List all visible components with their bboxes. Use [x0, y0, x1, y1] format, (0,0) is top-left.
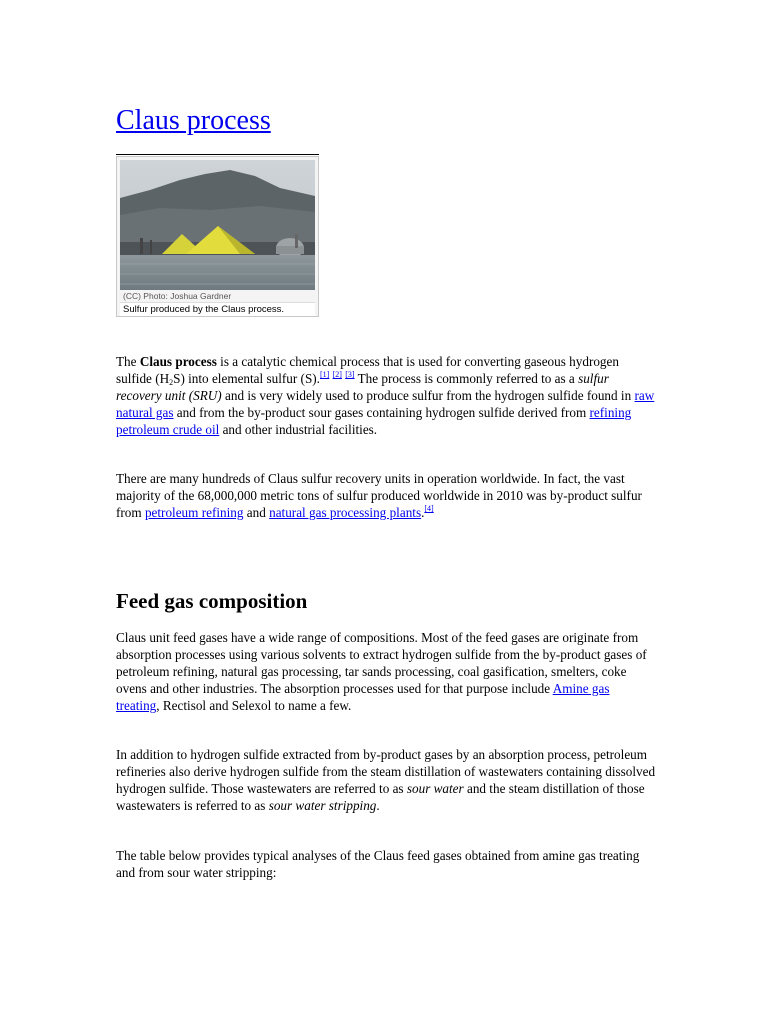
- text: The: [116, 354, 140, 369]
- sulfur-figure: [116, 156, 319, 317]
- worldwide-paragraph: [116, 470, 656, 521]
- ref-link-1[interactable]: [1]: [319, 370, 330, 379]
- ref-link-3[interactable]: [3]: [345, 370, 355, 379]
- photo-credit: (CC) Photo: Joshua Gardner: [123, 291, 232, 301]
- page-title[interactable]: [116, 104, 271, 138]
- ref-link-2[interactable]: [2]: [332, 370, 342, 379]
- figure-caption: Sulfur produced by the Claus process.: [120, 302, 315, 316]
- text: , Rectisol and Selexol to name a few.: [156, 698, 352, 713]
- gas-processing-plants-link[interactable]: natural gas processing plants: [269, 505, 422, 520]
- text: .: [376, 798, 380, 813]
- text: There are many hundreds of Claus sulfur recovery units in operation worldwide. In fact, the vast majority of the 68,000,000 metric tons of sulfur produced worldwide in 2010 was by-product sulfur from: [116, 471, 642, 520]
- italic-term: sour water: [406, 781, 464, 796]
- ref-link-4[interactable]: [4]: [424, 504, 434, 513]
- title-link[interactable]: Claus process: [116, 105, 271, 136]
- text: and is very widely used to produce sulfur from the hydrogen sulfide found in: [221, 388, 635, 403]
- text: and from the by-product sour gases containing hydrogen sulfide derived from: [173, 405, 590, 420]
- text: The process is commonly referred to as a: [354, 371, 579, 386]
- table-intro-paragraph: The table below provides typical analyses of the Claus feed gases obtained from amine gas treating and from sour water stripping:: [116, 848, 640, 880]
- text: is a catalytic chemical process that is used for converting gaseous hydrogen sulfide (H: [116, 354, 619, 386]
- feed-gas-paragraph: [116, 629, 656, 714]
- amine-gas-treating-link[interactable]: Amine gas treating: [116, 681, 610, 713]
- text: S) into elemental sulfur (S).: [173, 371, 320, 386]
- petroleum-refining-link[interactable]: petroleum refining: [144, 505, 244, 520]
- italic-term: sulfur recovery unit (SRU): [116, 371, 609, 403]
- sulfur-piles-image: [120, 160, 315, 290]
- section-heading: Feed gas composition: [116, 589, 308, 613]
- text: and: [243, 505, 270, 520]
- sulfur-photo: [120, 160, 315, 290]
- text: and the steam distillation of those wastewaters is referred to as: [116, 781, 645, 813]
- intro-paragraph: [116, 353, 656, 438]
- subscript: 2: [169, 378, 174, 387]
- italic-term: sour water stripping: [268, 798, 377, 813]
- title-divider: [116, 154, 319, 155]
- text: and other industrial facilities.: [219, 422, 378, 437]
- sour-water-paragraph: [116, 746, 656, 814]
- bold-term: Claus process: [139, 354, 217, 369]
- text: In addition to hydrogen sulfide extracted from by-product gases by an absorption process, petroleum refineries also derive hydrogen sulfide from the steam distillation of wastewaters containing dissolved hydrogen sulfide. Those wastewaters are referred to as: [116, 747, 656, 796]
- refining-crude-oil-link[interactable]: refining petroleum crude oil: [116, 405, 632, 437]
- text: .: [421, 505, 425, 520]
- text: Claus unit feed gases have a wide range of compositions. Most of the feed gases are originate from absorption processes using various solvents to extract hydrogen sulfide from the by-product gases of petroleum refining, natural gas processing, tar sands processing, coal gasification, smelters, coke ovens and other industries. The absorption processes used for that purpose include: [116, 630, 647, 696]
- raw-natural-gas-link[interactable]: raw natural gas: [116, 388, 655, 420]
